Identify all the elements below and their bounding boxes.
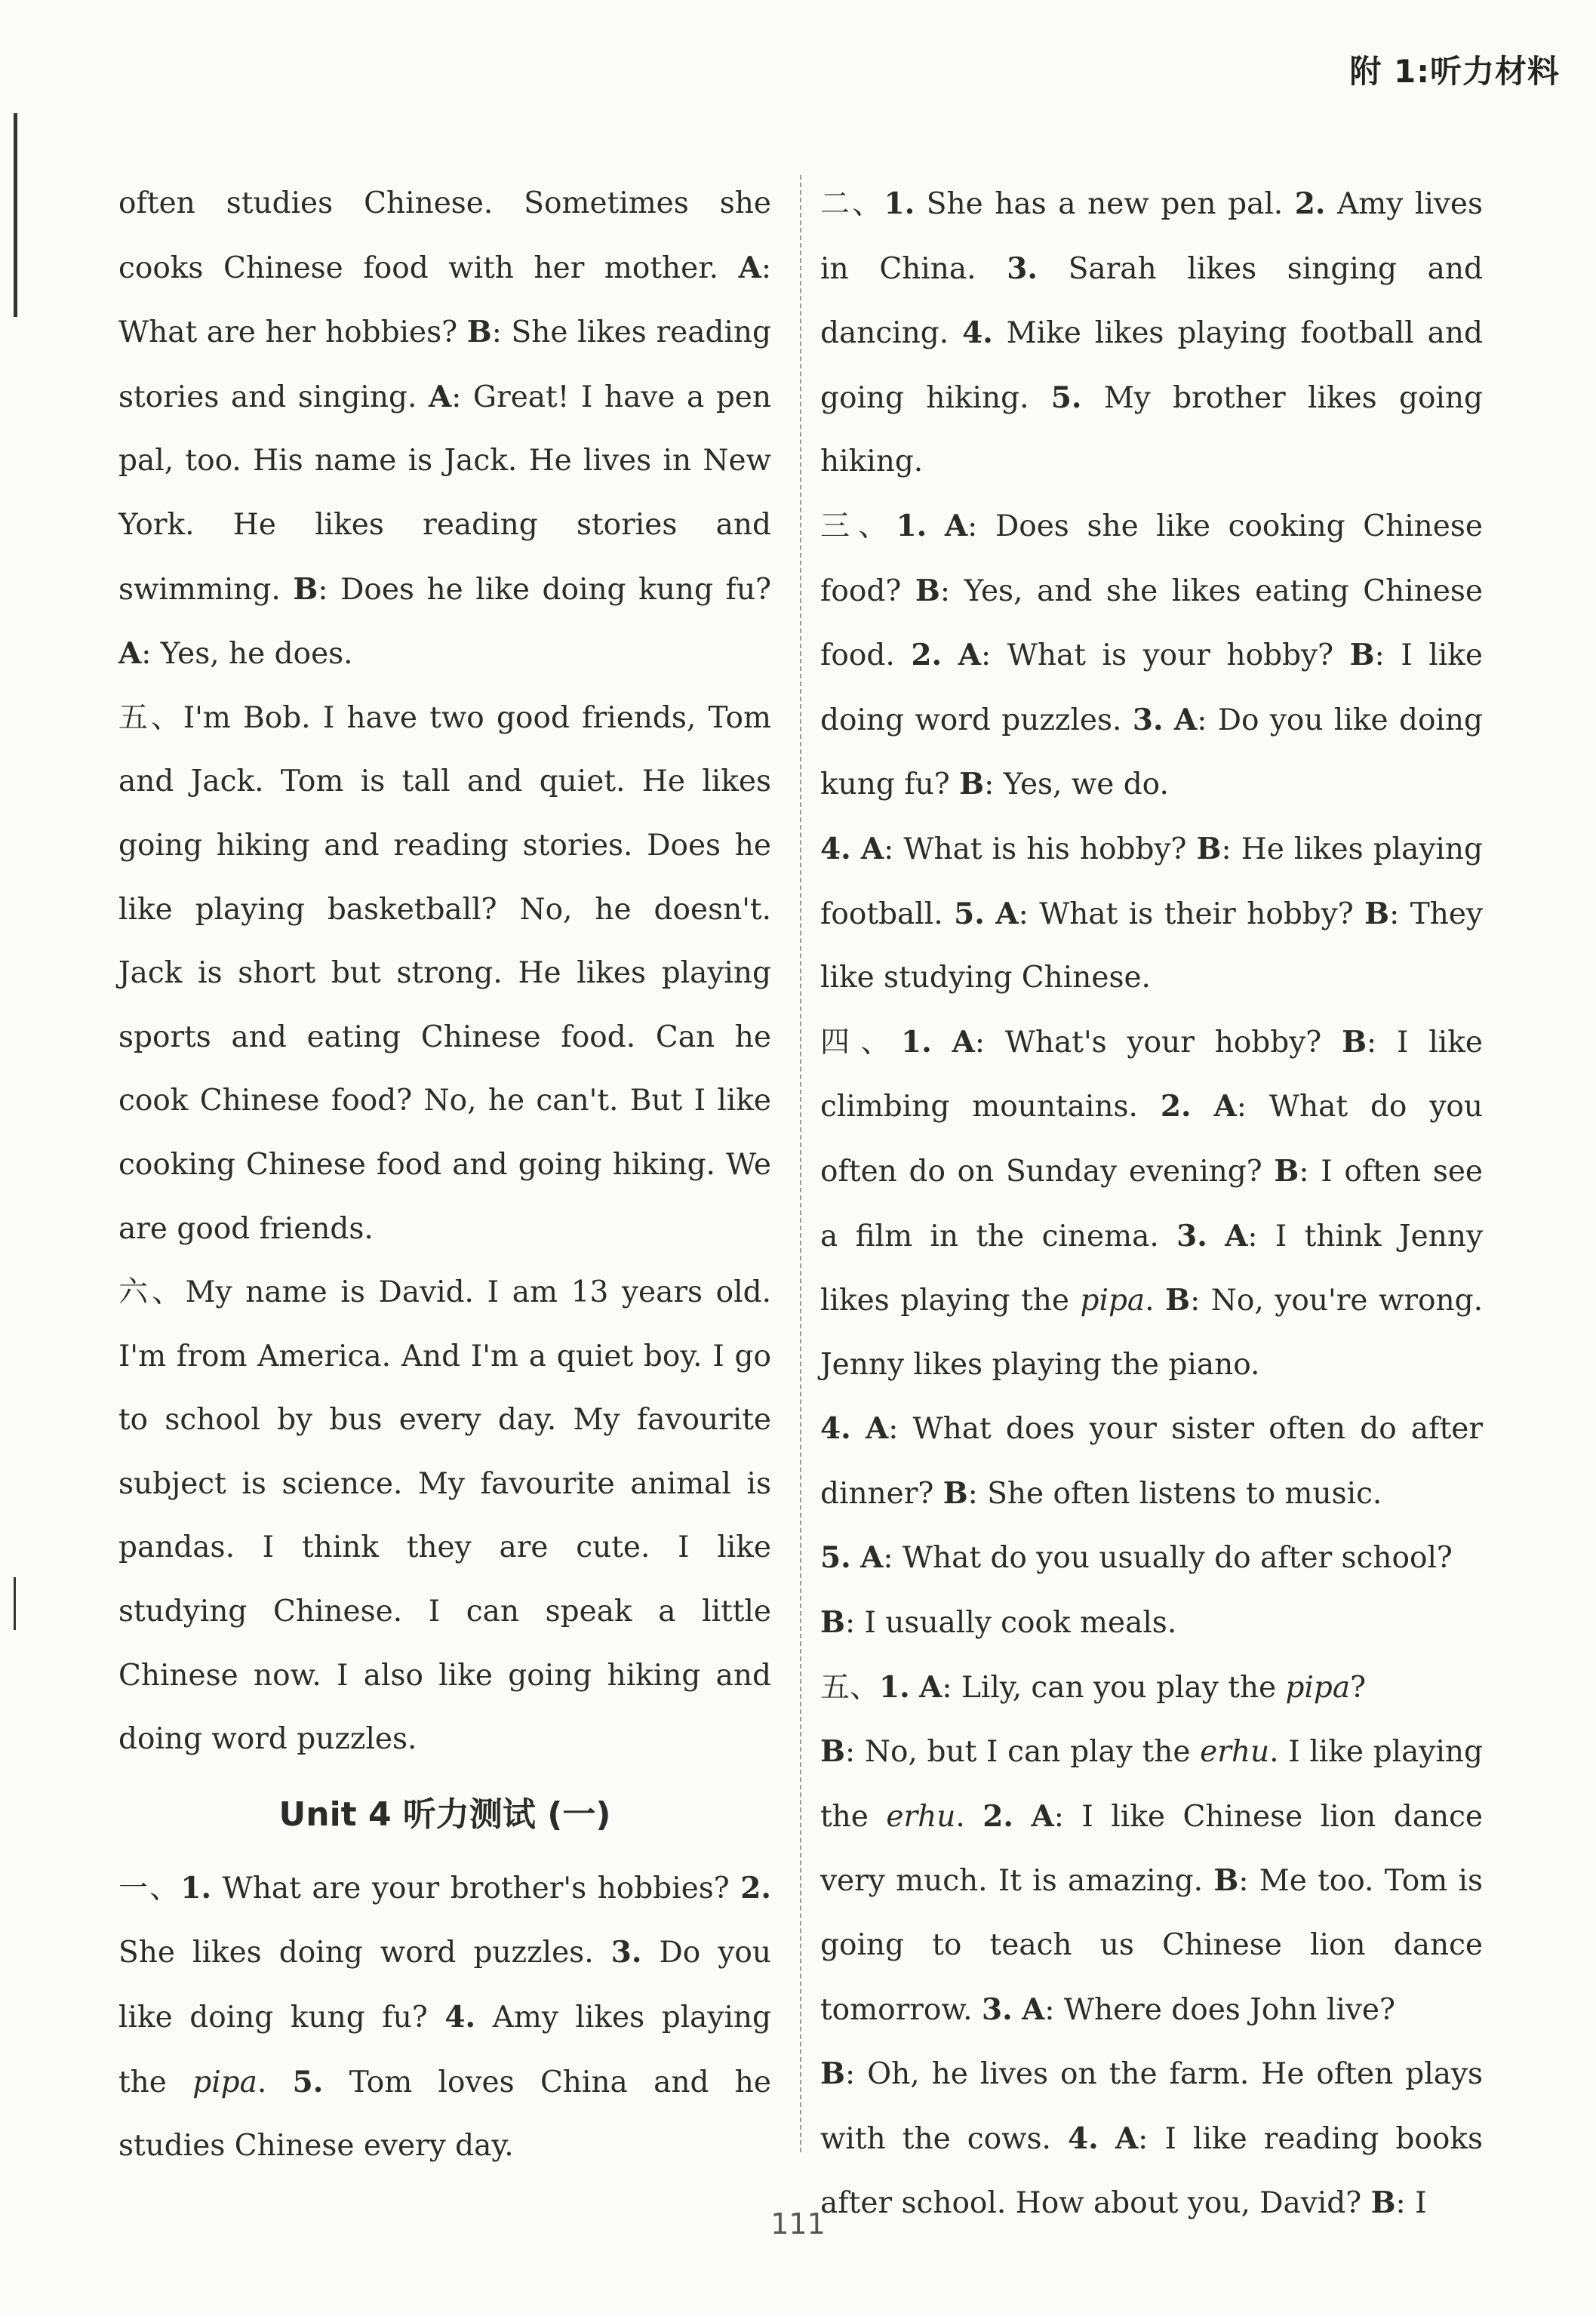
text: : Lily, can you play the [942,1670,1286,1705]
text: : They like studying Chinese. [820,897,1483,995]
item-number: 4. [444,2000,476,2035]
item-number: 1. [180,1870,212,1905]
text: : What is their hobby? [1018,897,1365,931]
item-number: 3. [1132,702,1164,737]
text: Amy lives in China. [820,187,1483,286]
item-number: 2. [983,1798,1013,1834]
speaker-label: A [919,1669,943,1705]
item-number: 2. [1160,1089,1192,1124]
text: : What does your sister often do after dinner? [820,1412,1483,1511]
speaker-label: B [959,767,985,802]
text: : What's your hobby? [974,1025,1342,1060]
text: : He likes playing football. [820,832,1483,931]
section-label: 五、 [118,700,183,735]
column-divider [800,175,801,2152]
speaker-label: B [1349,638,1375,673]
section-3-dialogues-cont [820,817,1483,1010]
text: : What do you often do on Sunday evening? [820,1090,1483,1189]
item-number: 5. [954,896,985,931]
section-label: 一、 [118,1871,181,1905]
item-number: 3. [1007,251,1038,286]
italic-word: pipa [1285,1670,1351,1705]
section-4-dialogue-5 [820,1526,1483,1591]
section-6-passage [118,1261,771,1772]
text: She likes doing word puzzles. [118,1936,611,1970]
speaker-label: A [1031,1798,1054,1834]
text: . [1145,1284,1166,1318]
section-label: 三、 [820,509,896,543]
speaker-label: A [1213,1089,1237,1124]
item-number: 1. [900,1024,932,1060]
text: : What do you usually do after school? [883,1541,1453,1576]
speaker-label: A [958,638,981,673]
item-number: 4. [1068,2121,1099,2156]
section-5-passage [118,687,771,1261]
speaker-label: A [865,1411,889,1447]
item-number: 5. [1050,380,1082,415]
right-column [820,172,1483,2236]
speaker-label: B [1342,1024,1367,1060]
text: . [955,1799,983,1834]
item-number: 3. [981,1992,1013,2027]
item-number: 3. [610,1935,642,1970]
text: : I like doing word puzzles. [820,638,1484,737]
speaker-label: B [1165,1283,1191,1318]
section-2-items [820,172,1483,494]
scan-mark-bottom [14,1577,16,1630]
text: : I like Chinese lion dance very much. It is amazing. [820,1799,1483,1899]
speaker-label: A [860,1540,884,1576]
text: : No, you're wrong. Jenny likes playing the piano. [820,1284,1483,1382]
text: : Yes, we do. [984,767,1169,802]
speaker-label: A [944,508,968,543]
speaker-label: B [820,1734,845,1770]
text: : Does she like cooking Chinese food? [820,509,1483,608]
italic-word: erhu [1200,1735,1270,1770]
text: : I think Jenny likes playing the [820,1219,1484,1318]
text: : I like climbing mountains. [820,1025,1483,1124]
speaker-label: A [1115,2121,1139,2156]
speaker-label: B [1213,1863,1239,1899]
text: : Does he like doing kung fu? [318,572,771,607]
speaker-label: A [995,896,1019,931]
item-number: 5. [820,1540,851,1576]
speaker-label: A [1225,1218,1248,1253]
speaker-label: A [428,379,452,414]
text: : What is your hobby? [981,638,1350,673]
item-number: 5. [292,2064,324,2099]
section-4-dialogue-5-reply [820,1591,1483,1656]
text: Sarah likes singing and dancing. [820,251,1483,351]
section-5-dialogue-1 [820,1656,1483,1721]
text: : She likes reading stories and singing. [118,315,771,414]
section-label: 六、 [118,1275,186,1310]
text: : I like reading books after school. How about you, David? [820,2121,1483,2221]
speaker-label: A [738,250,761,285]
item-number: 4. [820,1411,851,1447]
italic-word: pipa [1080,1284,1145,1318]
item-number: 1. [879,1669,910,1705]
item-number: 2. [1294,186,1326,221]
speaker-label: A [952,1024,975,1060]
paragraph-dialogue-continuation [118,172,771,687]
item-number: 4. [962,315,993,351]
passage-text: I'm Bob. I have two good friends, Tom and Jack. Tom is tall and quiet. He likes going hiking and reading stories. Does he like playing basketball? No, he doesn't. Jack is short but strong. He likes playing sports and eating Chinese food. Can he cook Chinese food? No, he can't. But I like cooking Chinese food and going hiking. We are good friends. [118,700,771,1246]
speaker-label: B [943,1475,968,1511]
text: : What are her hobbies? [118,251,771,350]
text: : Do you like doing kung fu? [820,703,1483,802]
text: : I usually cook meals. [844,1606,1177,1641]
item-number: 2. [911,638,943,673]
text: My brother likes going hiking. [820,380,1483,479]
italic-word: erhu [886,1799,956,1834]
page-number: 111 [770,2207,826,2241]
text: : Great! I have a pen pal, too. His name is Jack. He lives in New York. He likes reading stories and swimming. [118,380,771,607]
speaker-label: B [1364,896,1390,931]
speaker-label: B [915,573,940,608]
text: : I [1395,2186,1427,2221]
speaker-label: B [1274,1153,1299,1189]
text: . I like playing the [820,1735,1483,1834]
speaker-label: B [293,571,318,607]
section-1-items [118,1856,771,2179]
item-number: 2. [740,1870,771,1905]
text: . [257,2065,293,2099]
speaker-label: A [118,636,142,672]
text: ? [1350,1670,1367,1705]
item-number: 4. [820,831,851,866]
speaker-label: A [1173,702,1198,737]
text: : Yes, he does. [141,637,353,672]
italic-word: pipa [192,2065,257,2099]
speaker-label: B [1196,831,1222,866]
section-4-dialogue-4 [820,1397,1483,1526]
section-label: 二、 [820,187,884,221]
text: Mike likes playing football and going hiking. [820,316,1484,415]
text: often studies Chinese. Sometimes she cooks Chinese food with her mother. [118,186,771,285]
section-4-dialogues [820,1010,1483,1398]
item-number: 1. [896,508,927,543]
item-number: 3. [1176,1218,1207,1253]
text: Tom loves China and he studies Chinese every day. [118,2065,772,2164]
text: : Me too. Tom is going to teach us Chinese lion dance tomorrow. [820,1864,1483,2027]
item-number: 1. [884,186,915,221]
text: Do you like doing kung fu? [118,1936,771,2035]
unit-title: Unit 4 听力测试 (一) [278,1795,611,1834]
speaker-label: B [820,2056,845,2092]
speaker-label: B [466,315,492,350]
speaker-label: A [1022,1992,1045,2027]
section-label: 四、 [820,1025,901,1060]
section-3-dialogues [820,494,1483,817]
text: : No, but I can play the [844,1735,1201,1770]
section-5-dialogues [820,1720,1483,2042]
speaker-label: A [860,831,884,866]
text: : Oh, he lives on the farm. He often plays with the cows. [820,2057,1483,2156]
passage-text: My name is David. I am 13 years old. I'm from America. And I'm a quiet boy. I go to school by bus every day. My favourite subject is science. My favourite animal is pandas. I think they are cute. I like studying Chinese. I can speak a little Chinese now. I also like going hiking and doing word puzzles. [118,1275,771,1757]
text: : She often listens to music. [967,1476,1382,1511]
speaker-label: B [1370,2185,1396,2221]
section-label: 五、 [820,1670,880,1705]
text: What are your brother's hobbies? [211,1871,741,1905]
scan-mark-top [14,113,17,317]
speaker-label: B [820,1605,845,1641]
text: She has a new pen pal. [915,187,1295,221]
text: : Yes, and she likes eating Chinese food. [820,574,1484,673]
left-column [118,172,771,2179]
text: : I often see a film in the cinema. [820,1154,1483,1253]
text: : Where does John live? [1044,1992,1395,2027]
page-header-label: 附 1:听力材料 [1349,53,1560,90]
text: Amy likes playing the [118,2001,772,2099]
text: : What is his hobby? [884,832,1197,866]
